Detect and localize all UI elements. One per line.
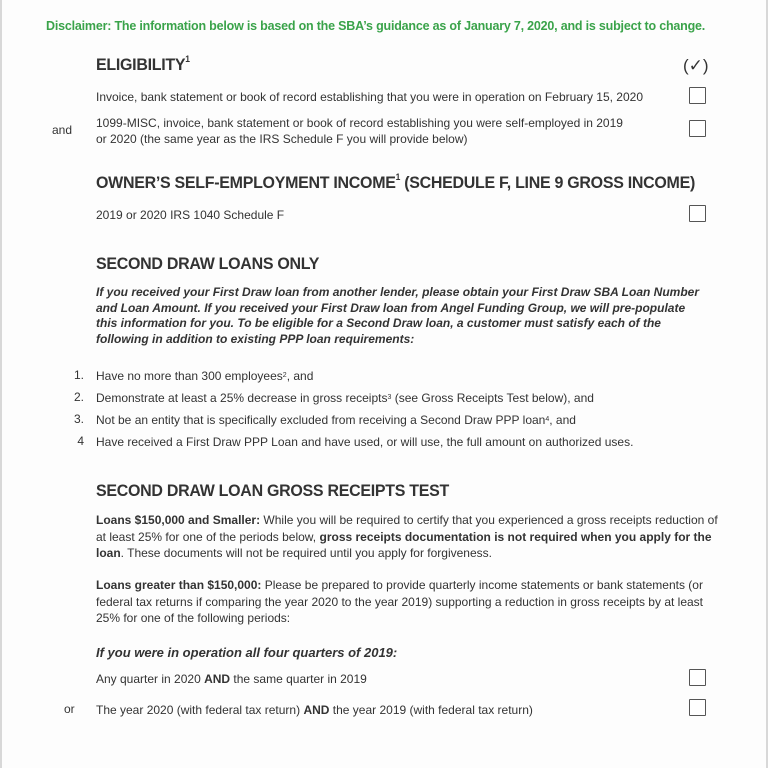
- footnote-ref: 1: [395, 172, 401, 182]
- option-and: AND: [303, 703, 330, 717]
- footnote-ref: 1: [185, 54, 190, 64]
- option-text: the year 2019 (with federal tax return): [329, 703, 533, 717]
- small-loans-text-b: . These documents will not be required until you apply for forgiveness.: [120, 546, 492, 560]
- list-item-after: (see Gross Receipts Test below), and: [391, 391, 594, 405]
- list-item-text: Not be an entity that is specifically excluded from receiving a Second Draw PPP loan: [96, 413, 546, 427]
- list-number: 3.: [73, 412, 84, 426]
- receipts-test-heading: SECOND DRAW LOAN GROSS RECEIPTS TEST: [96, 481, 449, 500]
- income-item-schedule-f: 2019 or 2020 IRS 1040 Schedule F: [96, 208, 285, 222]
- option-and: AND: [204, 672, 231, 686]
- checkbox-schedule-f[interactable]: [689, 205, 706, 222]
- eligibility-item-operation: Invoice, bank statement or book of record establishing that you were in operation on February 15, 2020: [96, 90, 643, 104]
- eligibility-item-self-employed: [96, 115, 623, 147]
- list-item-text: Have received a First Draw PPP Loan and have used, or will use, the full amount on authorized uses.: [96, 435, 634, 449]
- footnote-ref: 4: [545, 416, 550, 423]
- list-item-text: Demonstrate at least a 25% decrease in gross receipts: [96, 391, 388, 405]
- check-column-header: (✓): [683, 56, 709, 75]
- large-loans-text: Please be prepared to provide quarterly income statements or bank statements (or federal tax returns if comparing the year 2020 to the year 2019) supporting a reduction in gross receipts by at least 25% for one of the following periods:: [96, 578, 704, 625]
- option-text: Any quarter in 2020: [96, 672, 205, 686]
- eligibility-heading-text: ELIGIBILITY: [96, 55, 186, 74]
- income-heading-main: OWNER’S SELF-EMPLOYMENT INCOME: [96, 173, 396, 192]
- list-number: 2.: [73, 390, 84, 404]
- checkbox-quarter-comparison[interactable]: [689, 669, 706, 686]
- option-text: The year 2020 (with federal tax return): [96, 703, 304, 717]
- small-loans-bold: gross receipts documentation is not required when you apply for the loan: [96, 529, 712, 560]
- option-text: the same quarter in 2019: [230, 672, 367, 686]
- list-number: 4: [77, 434, 84, 448]
- list-item: [96, 390, 594, 406]
- option-quarter: [96, 671, 367, 687]
- small-loans-text-a: While you will be required to certify that you experienced a gross receipts reduction of at least 25% for one of the periods below,: [96, 513, 718, 544]
- footnote-ref: 2: [282, 372, 287, 379]
- small-loans-label: Loans $150,000 and Smaller:: [96, 513, 261, 527]
- second-draw-heading: SECOND DRAW LOANS ONLY: [96, 254, 320, 273]
- footnote-ref: 3: [387, 394, 392, 401]
- list-item: [96, 434, 633, 450]
- list-item: [96, 412, 576, 428]
- disclaimer: Disclaimer: The information below is based on the SBA’s guidance as of January 7, 2020, and is subject to change.: [46, 19, 706, 33]
- income-heading-rest: (SCHEDULE F, LINE 9 GROSS INCOME): [400, 173, 696, 192]
- checkbox-year-comparison[interactable]: [689, 699, 706, 716]
- list-number: 1.: [73, 368, 84, 382]
- eligibility-heading: [96, 55, 190, 75]
- small-loans-paragraph: [96, 512, 718, 562]
- operation-subheading: If you were in operation all four quarters of 2019:: [96, 645, 398, 660]
- checkbox-operation[interactable]: [689, 87, 706, 104]
- checkbox-self-employed[interactable]: [689, 120, 706, 137]
- large-loans-paragraph: [96, 577, 718, 627]
- page-edge-left: [0, 0, 2, 768]
- or-label: or: [64, 702, 75, 716]
- list-item-after: , and: [549, 413, 576, 427]
- second-draw-intro: If you received your First Draw loan from another lender, please obtain your First Draw SBA Loan Number and Loan Amount. If you received your First Draw loan from Angel Funding Group, we will pre-populate this information for you. To be eligible for a Second Draw loan, a customer must satisfy each of the following in addition to existing PPP loan requirements:: [96, 285, 700, 346]
- option-year: [96, 702, 533, 718]
- item-line-1: 1099-MISC, invoice, bank statement or book of record establishing you were self-employed in 2019: [96, 116, 623, 130]
- large-loans-label: Loans greater than $150,000:: [96, 578, 262, 592]
- list-item: [96, 368, 313, 384]
- list-item-after: , and: [286, 369, 314, 383]
- list-item-text: Have no more than 300 employees: [96, 369, 283, 383]
- item-line-2: or 2020 (the same year as the IRS Schedule F you will provide below): [96, 132, 468, 146]
- income-heading: [96, 173, 695, 193]
- and-label: and: [52, 123, 73, 137]
